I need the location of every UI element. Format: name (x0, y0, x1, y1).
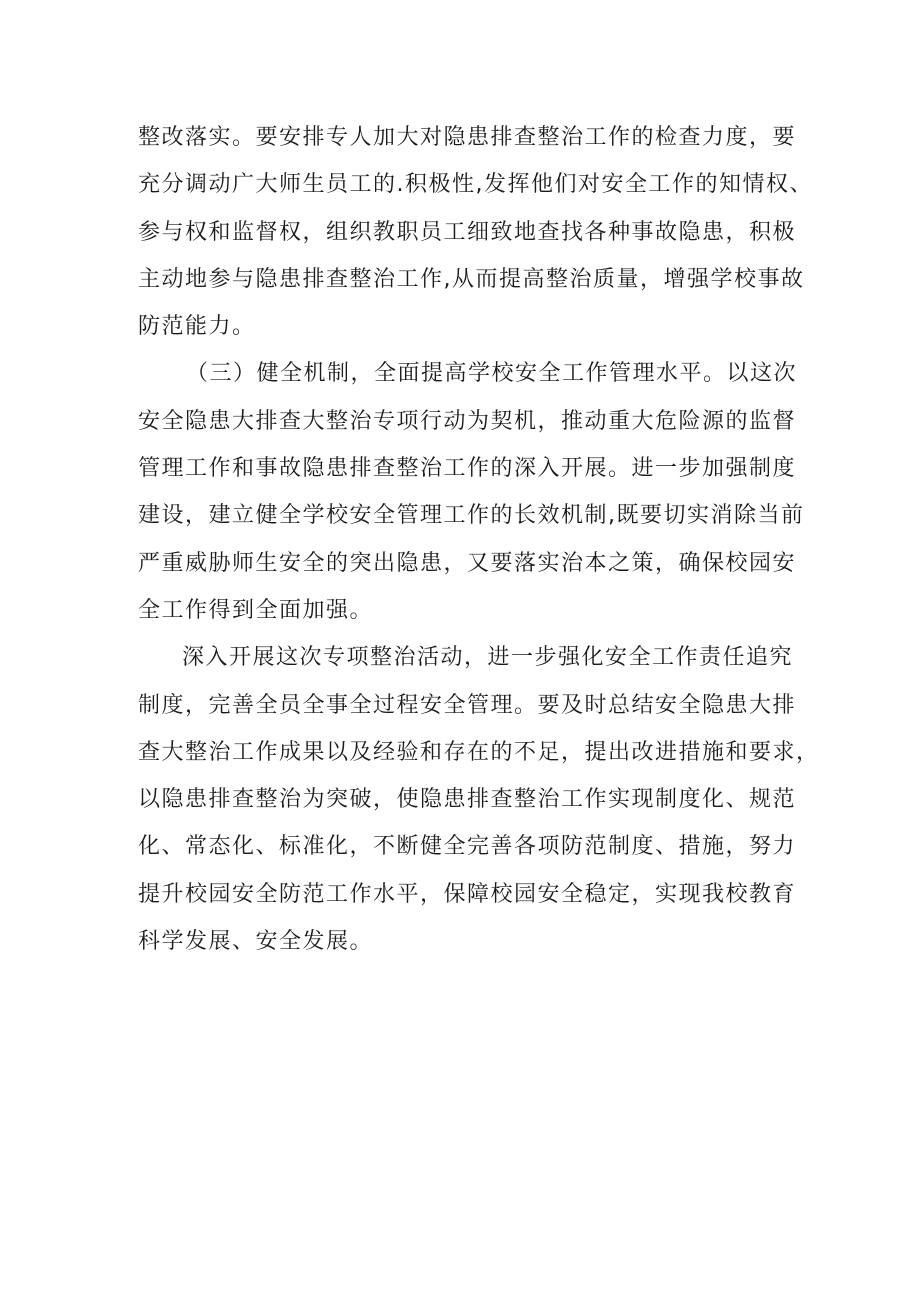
text-line: 科学发展、安全发展。 (138, 929, 374, 955)
text-line: 制度，完善全员全事全过程安全管理。要及时总结安全隐患大排 (138, 692, 797, 718)
paragraph-conclusion (138, 638, 818, 962)
text-line: 充分调动广大师生员工的.积极性,发挥他们对安全工作的知情权、 (138, 172, 813, 198)
text-line: 提升校园安全防范工作水平，保障校园安全稳定，实现我校教育 (138, 881, 797, 907)
text-line: 整改落实。要安排专人加大对隐患排查整治工作的检查力度，要 (138, 125, 797, 150)
text-line: 化、常态化、标准化，不断健全完善各项防范制度、措施，努力 (138, 834, 797, 860)
text-line: 参与权和监督权，组织教职员工细致地查找各种事故隐患，积极 (138, 219, 797, 245)
text-line: 以隐患排查整治为突破，使隐患排查整治工作实现制度化、规范 (138, 787, 797, 813)
text-line: 管理工作和事故隐患排查整治工作的深入开展。进一步加强制度 (138, 456, 797, 482)
paragraph-section-three (138, 354, 818, 630)
paragraph-rectification (138, 118, 818, 347)
document-body (138, 118, 818, 969)
text-line: 安全隐患大排查大整治专项行动为契机，推动重大危险源的监督 (138, 408, 797, 434)
section-heading-line: （三）健全机制，全面提高学校安全工作管理水平。以这次 (186, 361, 798, 387)
text-line: 建设，建立健全学校安全管理工作的长效机制,既要切实消除当前 (138, 503, 805, 529)
text-line: 防范能力。 (138, 314, 256, 340)
text-line: 查大整治工作成果以及经验和存在的不足，提出改进措施和要求， (138, 739, 820, 765)
text-line: 全工作得到全面加强。 (138, 597, 374, 623)
text-line: 深入开展这次专项整治活动，进一步强化安全工作责任追究 (182, 645, 794, 671)
text-line: 主动地参与隐患排查整治工作,从而提高整治质量，增强学校事故 (138, 266, 805, 292)
text-line: 严重威胁师生安全的突出隐患，又要落实治本之策，确保校园安 (138, 550, 797, 576)
